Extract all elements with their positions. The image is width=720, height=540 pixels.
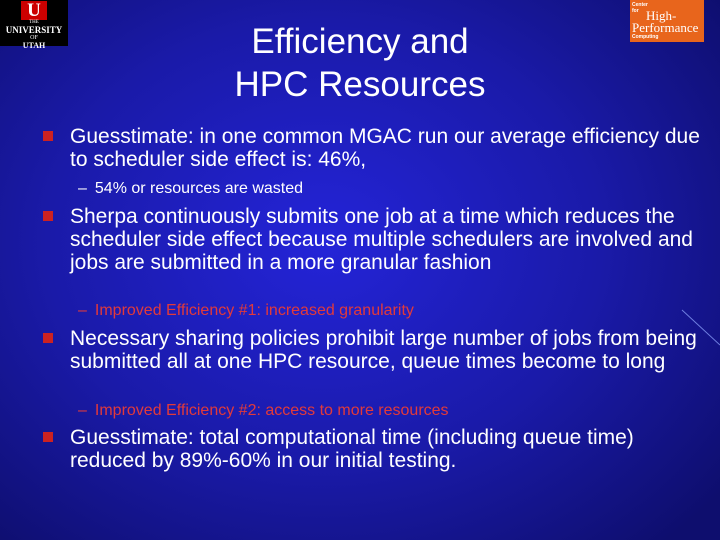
- logo-text-university: UNIVERSITY: [5, 25, 63, 35]
- title-line-2: HPC Resources: [234, 65, 486, 104]
- sub-bullet-2-text: Improved Efficiency #1: increased granularity: [94, 302, 414, 319]
- sub-bullet-2: [78, 302, 414, 320]
- sub-bullet-1-text: 54% or resources are wasted: [94, 180, 304, 197]
- sub-bullet-3: [78, 402, 449, 420]
- sub-bullet-dash: –: [78, 402, 87, 419]
- bullet-item-2: Sherpa continuously submits one job at a time which reduces the scheduler side effect because multiple schedulers are involved and jobs are submitted in a more granular fashion: [70, 205, 693, 274]
- bullet-marker: [43, 211, 53, 221]
- sub-bullet-1: [78, 180, 303, 198]
- bullet-item-4: Guesstimate: total computational time (including queue time) reduced by 89%-60% in our initial testing.: [70, 426, 634, 472]
- bullet-item-1: Guesstimate: in one common MGAC run our average efficiency due to scheduler side effect is: 46%,: [70, 125, 700, 171]
- title-line-1: Efficiency and: [251, 22, 469, 61]
- chpc-text-for: for: [632, 8, 639, 14]
- bullet-marker: [43, 432, 53, 442]
- logo-text-the: THE: [29, 20, 39, 25]
- bullet-marker: [43, 333, 53, 343]
- sub-bullet-3-text: Improved Efficiency #2: access to more resources: [94, 402, 449, 419]
- utah-u-letter: U: [21, 1, 47, 20]
- sub-bullet-dash: –: [78, 180, 87, 197]
- chpc-text-computing: Computing: [632, 34, 659, 40]
- chpc-text-performance: Performance: [632, 20, 699, 35]
- logo-text-of: OF: [30, 35, 38, 41]
- bullet-marker: [43, 131, 53, 141]
- chpc-text-center: Center: [632, 2, 648, 8]
- chpc-text-high: High-: [646, 8, 677, 23]
- logo-text-utah: UTAH: [22, 41, 46, 50]
- bullet-item-3: Necessary sharing policies prohibit large number of jobs from being submitted all at one HPC resource, queue times become to long: [70, 327, 697, 373]
- sub-bullet-dash: –: [78, 302, 87, 319]
